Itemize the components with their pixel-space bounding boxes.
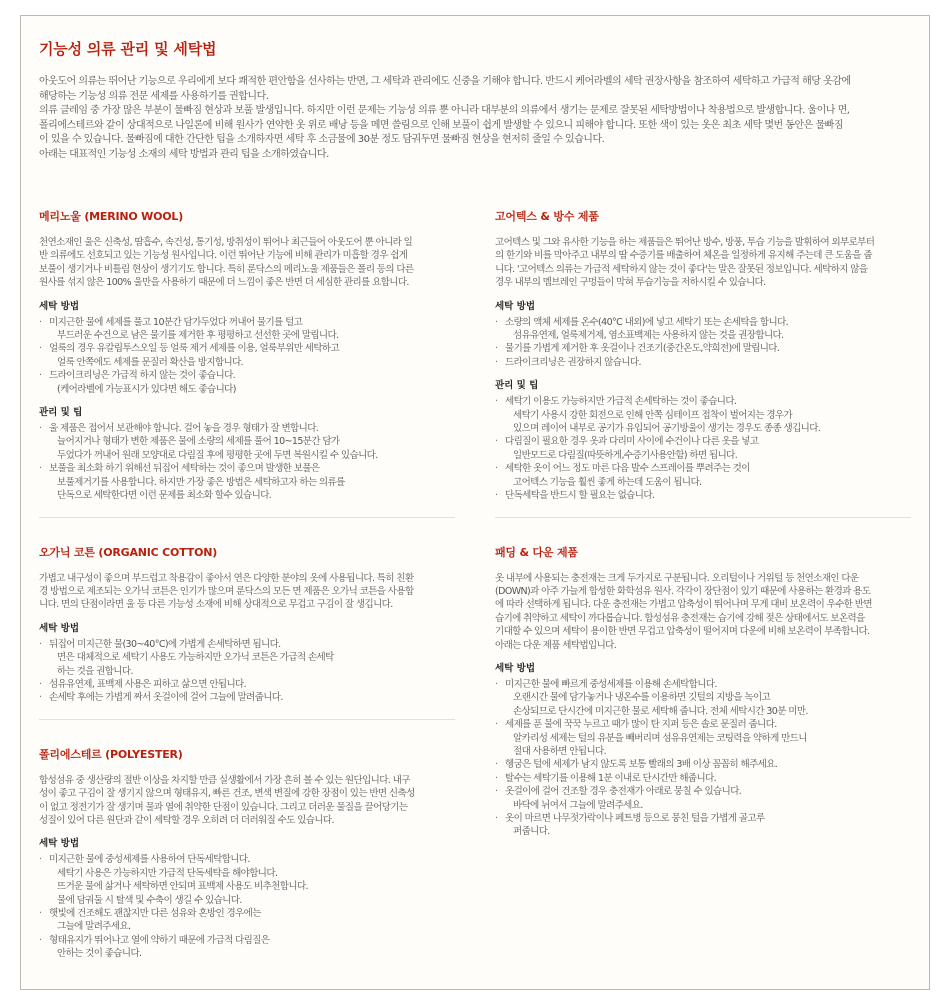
section-title: 패딩 & 다운 제품 xyxy=(495,545,578,559)
tip-list xyxy=(39,316,455,396)
tip-line: 부드러운 수건으로 남은 물기를 제거한 후 평평하고 선선한 곳에 말립니다. xyxy=(57,330,339,342)
subsection-title: 세탁 방법 xyxy=(495,300,536,312)
tip-line: 물에 담궈둘 시 탈색 및 수축이 생길 수 있습니다. xyxy=(57,894,242,906)
tip-line: 세탁기 사용시 강한 회전으로 인해 안쪽 심테이프 접착이 벌어지는 경우가 xyxy=(513,409,793,421)
tip-item xyxy=(39,934,455,961)
tip-line: 섬유유연제, 표백제 사용은 피하고 삶으면 안됩니다. xyxy=(49,678,247,690)
subsection-title: 관리 및 팁 xyxy=(495,380,539,392)
bullet-dot-icon: · xyxy=(495,343,498,355)
description-line: 경우 내부의 멤브레인 구멍들이 막혀 투습기능을 저하시킬 수 있습니다. xyxy=(495,277,766,289)
tip-line: 드라이크리닝은 가급적 하지 않는 것이 좋습니다. xyxy=(49,370,236,382)
tip-line: 다림질이 필요한 경우 옷과 다리미 사이에 수건이나 다른 옷을 넣고 xyxy=(505,436,759,448)
tip-line: 미지근한 물에 중성세제를 사용하여 단독세탁합니다. xyxy=(49,854,250,866)
tip-line: 옷이 마르면 나무젓가락이나 페트병 등으로 뭉친 털을 가볍게 골고루 xyxy=(505,813,765,824)
tip-line: 헹굼은 털에 세제가 남지 않도록 보통 빨래의 3배 이상 꼼꼼히 해주세요. xyxy=(505,759,778,771)
bullet-dot-icon: · xyxy=(495,356,498,368)
intro-line: 이 있을 수 있습니다. 물빠짐에 대한 간단한 팁을 소개하자면 세탁 후 소금물에 30분 정도 담궈두면 물빠짐 현상을 현저히 줄일 수 있습니다. xyxy=(39,134,605,146)
tip-line: (케어라벨에 가능표시가 있다면 해도 좋습니다) xyxy=(57,383,236,395)
tip-item xyxy=(495,812,911,839)
subsection-title: 관리 및 팁 xyxy=(39,407,83,419)
tip-list xyxy=(495,395,911,502)
columns xyxy=(39,208,911,969)
tip-item xyxy=(39,907,455,934)
tip-line: 고어텍스 기능을 훨씬 좋게 하는데 도움이 됩니다. xyxy=(513,476,702,488)
tip-line: 미지근한 물에 빠르게 중성세제를 이용해 손세탁합니다. xyxy=(505,678,717,690)
tip-item xyxy=(39,853,455,907)
intro-text xyxy=(39,75,911,163)
intro-line: 아래는 대표적인 기능성 소재의 세탁 방법과 관리 팁을 소개하였습니다. xyxy=(39,148,329,160)
tip-line: 단독으로 세탁한다면 이런 문제를 최소화 할수 있습니다. xyxy=(57,490,272,502)
tip-line: 퍼줍니다. xyxy=(513,826,550,838)
section-description xyxy=(495,236,911,290)
description-line: 니다. '고어텍스 의류는 가급적 세탁하지 않는 것이 좋다'는 말은 잘못된 정보입니다. 세탁하지 않을 xyxy=(495,263,868,275)
bullet-dot-icon: · xyxy=(495,396,498,408)
tip-item xyxy=(495,489,911,502)
bullet-dot-icon: · xyxy=(39,934,42,946)
tip-line: 세탁기 사용은 가능하지만 가급적 단독세탁을 해야합니다. xyxy=(57,867,278,879)
tip-line: 늘어지거나 형태가 변한 제품은 물에 소량의 세제를 풀어 10~15분간 담가 xyxy=(57,436,340,448)
bullet-dot-icon: · xyxy=(495,786,498,798)
tip-line: 있으며 레이어 내부로 공기가 유입되어 공기방울이 생기는 경우도 종종 생깁니다. xyxy=(513,423,821,435)
section-title: 폴리에스테르 (POLYESTER) xyxy=(39,747,183,761)
intro-line: 의류 클레임 중 가장 많은 부분이 물빠짐 현상과 보풀 발생입니다. 하지만 이런 문제는 기능성 의류 뿐 아니라 대부분의 의류에서 생기는 문제로 잘못된 세탁방법이나 착용법으로 발생합니다. 울이나 면, xyxy=(39,105,850,117)
section-divider xyxy=(39,719,455,720)
tip-line: 미지근한 물에 세제를 풀고 10분간 담가두었다 꺼내어 물기를 털고 xyxy=(49,316,303,328)
tip-line: 보풀제거기를 사용합니다. 하지만 가장 좋은 방법은 세탁하고자 하는 의류를 xyxy=(57,476,345,488)
tip-line: 울 제품은 접어서 보관해야 합니다. 걸어 놓을 경우 형태가 잘 변합니다. xyxy=(49,423,319,435)
section-title: 메리노울 (MERINO WOOL) xyxy=(39,210,184,223)
tip-line: 섬유유연제, 얼룩제거제, 염소표백제는 사용하지 않는 것을 권장합니다. xyxy=(513,330,784,342)
tip-line: 손세탁 후에는 가볍게 짜서 옷걸이에 걸어 그늘에 말려줍니다. xyxy=(49,692,283,704)
description-line: 에 따라 선택하게 됩니다. 다운 충전재는 가볍고 압축성이 뛰어나며 무게 대비 보온력이 우수한 반면 xyxy=(495,599,872,611)
tip-line: 물기를 가볍게 제거한 후 옷걸이나 건조기(중간온도,약희전)에 말립니다. xyxy=(505,343,780,355)
tip-item xyxy=(495,316,911,343)
description-line: 원사를 섞지 않은 100% 울만을 사용하기 때문에 더 느낌이 좋은 반면 더 세심한 관리를 요합니다. xyxy=(39,277,409,289)
bullet-dot-icon: · xyxy=(495,490,498,502)
description-line: 이 없고 정전기가 잘 생기며 물과 열에 취약한 단점이 있습니다. 그리고 더러운 물질을 끌어당기는 xyxy=(39,801,408,813)
bullet-dot-icon: · xyxy=(39,638,42,650)
tip-item xyxy=(495,356,911,369)
tip-line: 알카리성 세제는 털의 유분을 빼버리며 섬유유연제는 코팅력을 약하게 만드니 xyxy=(513,732,807,744)
bullet-dot-icon: · xyxy=(495,678,498,690)
tip-line: 세제를 푼 물에 꾹꾹 누르고 때가 많이 탄 지퍼 등은 솔로 문질러 줍니다. xyxy=(505,719,777,731)
bullet-dot-icon: · xyxy=(495,813,498,824)
bullet-dot-icon: · xyxy=(39,423,42,435)
section-left_sections-2 xyxy=(39,746,455,961)
section-title: 고어텍스 & 방수 제품 xyxy=(495,210,599,223)
section-title: 오가닉 코튼 (ORGANIC COTTON) xyxy=(39,545,218,559)
tip-line: 단독세탁을 반드시 할 필요는 없습니다. xyxy=(505,490,655,502)
bullet-dot-icon: · xyxy=(39,692,42,704)
bullet-dot-icon: · xyxy=(39,316,42,328)
tip-line: 옷걸이에 걸어 건조할 경우 충전재가 아래로 뭉칠 수 있습니다. xyxy=(505,786,742,798)
section-left_sections-1 xyxy=(39,544,455,705)
left-column xyxy=(39,208,455,969)
tip-line: 보풀을 최소화 하기 위해선 뒤집어 세탁하는 것이 좋으며 발생한 보풀은 xyxy=(49,463,320,475)
tip-item xyxy=(495,395,911,435)
intro-line: 폴리에스테르와 같이 상대적으로 나일론에 비해 원사가 연약한 옷 위로 배낭 등을 메면 쓸림으로 인해 보풀이 쉽게 발생할 수 있으니 피해야 합니다. 또한 색이 있는 옷은 최초 세탁 몇번 동안은 물빠짐 xyxy=(39,119,844,131)
tip-item xyxy=(495,785,911,812)
tip-line: 뒤집어 미지근한 물(30~40°C)에 가볍게 손세탁하면 됩니다. xyxy=(49,638,281,650)
page-title: 기능성 의류 관리 및 세탁법 xyxy=(39,40,217,58)
section-right_sections-1 xyxy=(495,544,911,839)
bullet-dot-icon: · xyxy=(495,316,498,328)
tip-line: 드라이크리닝은 권장하지 않습니다. xyxy=(505,356,641,368)
description-line: 성질이 있어 다른 원단과 같이 세탁할 경우 오히려 더 더러워질 수도 있습니다. xyxy=(39,814,334,826)
care-guide-panel xyxy=(20,15,930,990)
tip-line: 두었다가 꺼내어 원래 모양대로 다림질 후에 평평한 곳에 두면 복원시킬 수 있습니다. xyxy=(57,449,378,461)
section-divider xyxy=(495,517,911,518)
tip-item xyxy=(39,462,455,502)
tip-line: 손상되므로 단시간에 미지근한 물로 세탁해 줍니다. 전체 세탁시간 30분 미만. xyxy=(513,705,808,717)
intro-line: 해당하는 기능성 의류 전문 세제를 사용하기를 권합니다. xyxy=(39,90,269,102)
bullet-dot-icon: · xyxy=(39,854,42,866)
description-line: 경 방법으로 제조되는 오가닉 코튼은 인기가 많으며 룬닥스의 모든 면 제품은 오가닉 코튼을 사용합 xyxy=(39,585,414,597)
tip-item xyxy=(495,772,911,785)
section-right_sections-0 xyxy=(495,208,911,503)
tip-item xyxy=(495,718,911,758)
tip-line: 안하는 것이 좋습니다. xyxy=(57,948,142,960)
section-left_sections-0 xyxy=(39,208,455,503)
description-line: 천연소재인 울은 신축성, 땀흡수, 속건성, 통기성, 방취성이 뛰어나 최근들어 아웃도어 뿐 아니라 일 xyxy=(39,237,413,248)
bullet-dot-icon: · xyxy=(39,908,42,919)
subsection-title: 세탁 방법 xyxy=(495,662,536,674)
bullet-dot-icon: · xyxy=(495,759,498,771)
description-line: 고어텍스 및 그와 유사한 기능을 하는 제품들은 뛰어난 방수, 방풍, 투습 기능을 발휘하여 외부로부터 xyxy=(495,237,875,248)
bullet-dot-icon: · xyxy=(39,678,42,690)
description-line: 니다. 면의 단점이라면 울 등 다른 기능성 소재에 비해 상대적으로 무겁고 구김이 잘 생깁니다. xyxy=(39,599,393,611)
bullet-dot-icon: · xyxy=(495,436,498,448)
intro-line: 아웃도어 의류는 뛰어난 기능으로 우리에게 보다 쾌적한 편안함을 선사하는 반면, 그 세탁과 관리에도 신중을 기해야 합니다. 반드시 케어라벨의 세탁 권장사항을 참조하여 세탁하고 가급적 해당 옷감에 xyxy=(39,76,851,87)
tip-item xyxy=(39,369,455,396)
tip-line: 형태유지가 뛰어나고 열에 약하기 때문에 가급적 다림질은 xyxy=(49,934,270,946)
tip-item xyxy=(39,691,455,704)
tip-item xyxy=(39,316,455,343)
description-line: 가볍고 내구성이 좋으며 부드럽고 착용감이 좋아서 연은 다양한 분야의 옷에 사용됩니다. 특히 친환 xyxy=(39,572,414,584)
tip-item xyxy=(39,422,455,462)
tip-line: 오랜시간 물에 담가놓거나 냉온수를 이용하면 깃털의 지방을 녹이고 xyxy=(513,692,771,704)
description-line: 기대할 수 있으며 세탁이 용이한 반면 무겁고 압축성이 떨어지며 다운에 비해 보온력이 부족합니다. xyxy=(495,626,870,638)
right-column xyxy=(495,208,911,969)
tip-item xyxy=(39,638,455,678)
tip-line: 세탁기 이용도 가능하지만 가급적 손세탁하는 것이 좋습니다. xyxy=(505,396,737,408)
tip-list xyxy=(39,853,455,960)
section-divider xyxy=(39,517,455,518)
subsection-title: 세탁 방법 xyxy=(39,300,80,312)
tip-line: 세탁한 옷이 어느 정도 마른 다음 발수 스프레이를 뿌려주는 것이 xyxy=(505,463,750,475)
tip-line: 얼룩 안쪽에도 세제를 문질러 확산을 방지합니다. xyxy=(57,356,244,368)
bullet-dot-icon: · xyxy=(39,463,42,475)
description-line: 성이 좋고 구김이 잘 생기지 않으며 형태유지, 빠른 건조, 변색 변질에 강한 장점이 있는 반면 신축성 xyxy=(39,788,415,800)
tip-line: 바닥에 뉘여서 그늘에 말려주세요. xyxy=(513,799,643,811)
description-line: (DOWN)과 아주 가늘게 합성한 화학섬유 원사. 각각이 장단점이 있기 때문에 사용하는 환경과 용도 xyxy=(495,585,871,597)
tip-item xyxy=(495,678,911,718)
tip-list xyxy=(39,422,455,502)
section-description xyxy=(39,572,455,612)
subsection-title: 세탁 방법 xyxy=(39,622,80,634)
tip-line: 일반모드로 다림질(따뜻하게,수증기사용안함) 하면 됩니다. xyxy=(513,449,738,461)
tip-line: 얼룩의 경우 유칼립투스오일 등 얼룩 제거 세제를 이용, 얼룩부위만 세탁하고 xyxy=(49,343,340,355)
tip-line: 면은 대체적으로 세탁기 사용도 가능하지만 오가닉 코튼은 가급적 손세탁 xyxy=(57,652,334,664)
tip-line: 그늘에 말려주세요. xyxy=(57,921,131,933)
tip-line: 뜨거운 물에 삶거나 세탁하면 안되며 표백제 사용도 비추천합니다. xyxy=(57,881,308,893)
tip-item xyxy=(495,758,911,771)
tip-line: 소량의 액체 세제를 온수(40°C 내외)에 넣고 세탁기 또는 손세탁을 합니다. xyxy=(505,316,789,328)
section-description xyxy=(495,572,911,652)
tip-list xyxy=(495,316,911,370)
tip-item xyxy=(495,342,911,355)
tip-item xyxy=(495,462,911,489)
description-line: 아래는 다운 제품 세탁법입니다. xyxy=(495,639,617,651)
section-description xyxy=(39,774,455,828)
bullet-dot-icon: · xyxy=(495,463,498,475)
description-line: 보풀이 생기거나 비틀림 현상이 생기기도 합니다. 특히 룬닥스의 메리노울 제품들은 폴리 등의 다른 xyxy=(39,263,414,275)
tip-list xyxy=(39,638,455,705)
description-line: 합성섬유 중 생산량의 절반 이상을 차지할 만큼 실생활에서 가장 흔히 볼 수 있는 원단입니다. 내구 xyxy=(39,774,410,786)
tip-list xyxy=(495,678,911,839)
description-line: 의 한기와 비를 막아주고 내부의 땀 수증기를 배출하여 체온을 일정하게 유지해 주는데 큰 도움을 줍 xyxy=(495,250,872,262)
tip-line: 탈수는 세탁기를 이용해 1분 이내로 단시간만 해줍니다. xyxy=(505,772,717,784)
tip-item xyxy=(39,342,455,369)
tip-item xyxy=(495,435,911,462)
bullet-dot-icon: · xyxy=(495,772,498,784)
section-description xyxy=(39,236,455,290)
description-line: 습기에 취약하고 세탁이 까다롭습니다. 합성섬유 충전재는 습기에 강해 젖은 상태에서도 보온력을 xyxy=(495,612,865,624)
tip-line: 절대 사용하면 안됩니다. xyxy=(513,745,607,757)
tip-item xyxy=(39,678,455,691)
subsection-title: 세탁 방법 xyxy=(39,838,80,850)
description-line: 옷 내부에 사용되는 충전재는 크게 두가지로 구분됩니다. 오리털이나 거위털 등 천연소재인 다운 xyxy=(495,572,859,584)
tip-line: 하는 것을 권합니다. xyxy=(57,665,133,677)
bullet-dot-icon: · xyxy=(495,719,498,731)
bullet-dot-icon: · xyxy=(39,370,42,382)
description-line: 반 의류에도 선호되고 있는 기능성 원사입니다. 이런 뛰어난 기능에 비해 관리가 미흡할 경우 쉽게 xyxy=(39,250,408,262)
tip-line: 햇빛에 건조해도 괜찮지만 다른 섬유와 혼방인 경우에는 xyxy=(49,908,261,919)
bullet-dot-icon: · xyxy=(39,343,42,355)
